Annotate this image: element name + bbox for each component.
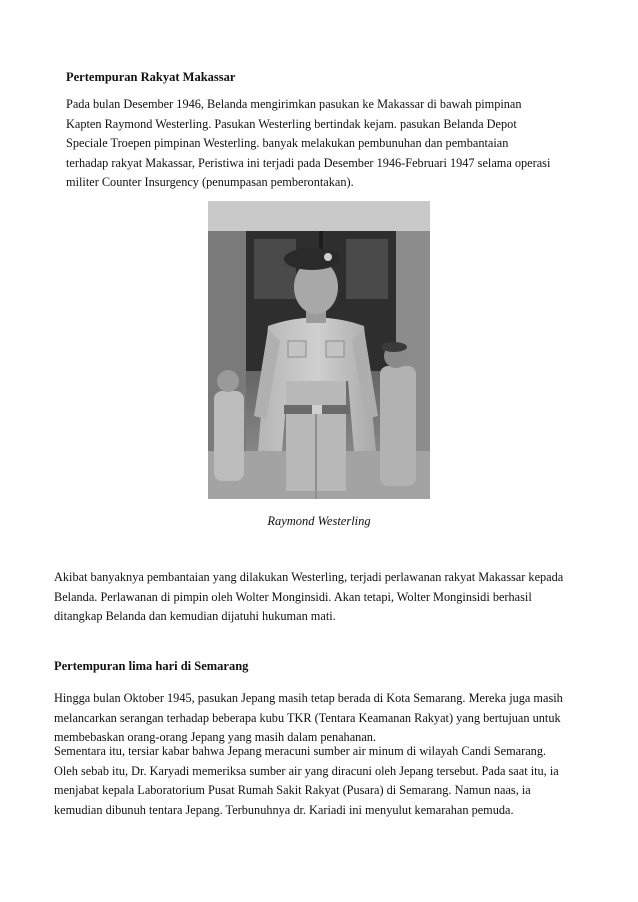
photo-illustration: [208, 201, 430, 499]
section-heading-semarang: Pertempuran lima hari di Semarang: [54, 659, 249, 673]
section-heading-makassar: Pertempuran Rakyat Makassar: [66, 70, 236, 84]
paragraph-semarang-karyadi: Sementara itu, tersiar kabar bahwa Jepang meracuni sumber air minum di wilayah Candi Semarang. Oleh sebab itu, Dr. Karyadi memeriksa sumber air yang diracuni oleh Jepang tersebut. Pada saat itu, ia menjabat kepala Laboratorium Pusat Rumah Sakit Rakyat (Pusara) di Semarang. Namun naas, ia kemudian dibunuh tentara Jepang. Terbunuhnya dr. Kariadi ini menyulut kemarahan pemuda.: [54, 744, 559, 817]
paragraph-makassar-resistance: Akibat banyaknya pembantaian yang dilakukan Westerling, terjadi perlawanan rakyat Makassar kepada Belanda. Perlawanan di pimpin oleh Wolter Monginsidi. Akan tetapi, Wolter Monginsidi berhasil ditangkap Belanda dan kemudian dijatuhi hukuman mati.: [54, 570, 564, 623]
paragraph-semarang-intro: Hingga bulan Oktober 1945, pasukan Jepang masih tetap berada di Kota Semarang. Mereka juga masih melancarkan serangan terhadap beberapa kubu TKR (Tentara Keamanan Rakyat) yang bertujuan untuk membebaskan orang-orang Jepang yang masih dalam penahanan.: [54, 691, 563, 744]
paragraph-makassar-intro: Pada bulan Desember 1946, Belanda mengirimkan pasukan ke Makassar di bawah pimpinan Kapten Raymond Westerling. Pasukan Westerling bertindak kejam. pasukan Belanda Depot Speciale Troepen pimpinan Westerling. banyak melakukan pembunuhan dan pembantaian terhadap rakyat Makassar, Peristiwa ini terjadi pada Desember 1946-Februari 1947 selama operasi militer Counter Insurgency (penumpasan pemberontakan).: [66, 97, 551, 189]
westerling-photo: [208, 201, 430, 499]
photo-caption: Raymond Westerling: [267, 514, 371, 528]
